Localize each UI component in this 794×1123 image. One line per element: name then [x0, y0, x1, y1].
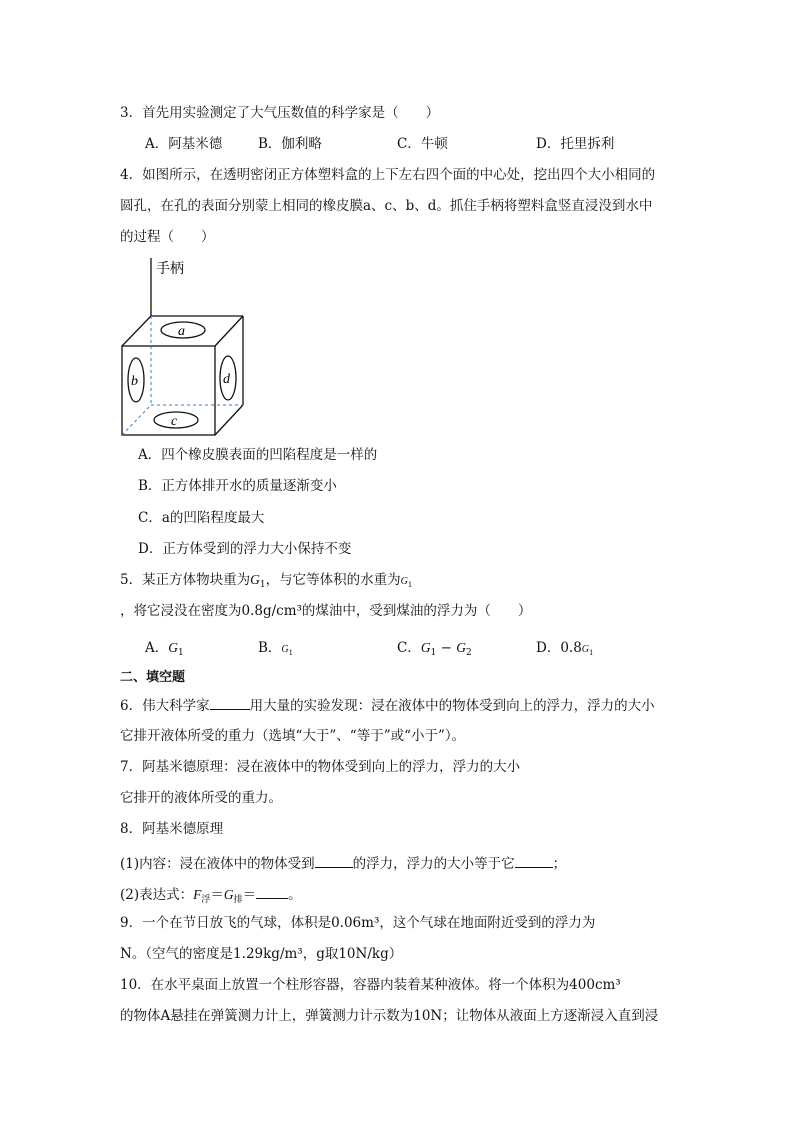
- q5-option-a: [145, 638, 184, 663]
- q8-f-sub: 浮: [201, 895, 211, 905]
- q5-option-d-sub: 1: [589, 649, 594, 657]
- q4-option-a: A．四个橡皮膜表面的凹陷程度是一样的: [138, 447, 378, 463]
- q9-line2: N。（空气的密度是1.29kg/m³，g取10N/kg）: [120, 946, 403, 962]
- membrane-a-label: a: [178, 324, 185, 339]
- q8-g-sub: 排: [233, 895, 243, 905]
- q6-line1-a: 6．伟大科学家: [120, 698, 210, 714]
- membrane-d-label: d: [223, 372, 230, 387]
- q5-stem-line1: [120, 570, 412, 595]
- q4-option-d: D．正方体受到的浮力大小保持不变: [138, 541, 352, 557]
- q5-option-c-g2: G: [456, 640, 466, 655]
- handle-label: 手柄: [156, 262, 184, 277]
- q5-option-c: [397, 638, 472, 663]
- q8-title: 8．阿基米德原理: [120, 821, 224, 837]
- q8-eq1: ＝: [210, 887, 224, 903]
- membrane-b-label: b: [131, 374, 138, 389]
- q8-line1-b: 的浮力，浮力的大小等于它: [352, 856, 515, 872]
- q4-stem-line3: 的过程（ ）: [120, 229, 215, 245]
- q5-option-b: [258, 638, 293, 663]
- q4-stem-line2: 圆孔，在孔的表面分别蒙上相同的橡皮膜a、c、b、d。抓住手柄将塑料盒竖直浸没到水中: [120, 198, 653, 214]
- q5-option-b-letter: B．: [258, 640, 282, 656]
- q5-option-a-sub: 1: [178, 648, 184, 658]
- q5-option-d-g: G: [581, 644, 590, 655]
- q5-option-d: [536, 638, 594, 663]
- q5-g1-small-sub: 1: [407, 581, 413, 589]
- q4-option-c: C．a的凹陷程度最大: [138, 510, 265, 526]
- q5-option-b-g: G: [281, 644, 289, 655]
- q5-option-a-g: G: [168, 640, 178, 655]
- q5-option-c-letter: C．: [397, 640, 421, 656]
- q4-stem-line1: 4．如图所示，在透明密闭正方体塑料盒的上下左右四个面的中心处，挖出四个大小相同的: [120, 167, 656, 183]
- q3-option-a: A．阿基米德: [145, 136, 223, 152]
- q5-option-c-g1-sub: 1: [430, 648, 437, 658]
- q3-stem: 3．首先用实验测定了大气压数值的科学家是（ ）: [120, 105, 440, 121]
- q10-line2: 的物体A悬挂在弹簧测力计上，弹簧测力计示数为10N；让物体从液面上方逐渐浸入直到浸: [120, 1008, 659, 1024]
- q8-end: 。: [288, 887, 302, 903]
- q7-line1: 7．阿基米德原理：浸在液体中的物体受到向上的浮力，浮力的大小: [120, 759, 521, 775]
- q8-blank-2[interactable]: [515, 853, 553, 868]
- q5-stem-b: ，与它等体积的水重为: [265, 572, 401, 588]
- q8-line1: [120, 853, 566, 874]
- q9-line1: 9．一个在节日放飞的气球，体积是0.06m³，这个气球在地面附近受到的浮力为: [120, 915, 596, 931]
- q8-line2: [120, 884, 302, 910]
- cube-edge: [215, 405, 243, 435]
- q5-option-b-sub: 1: [288, 649, 294, 657]
- q3-option-c: C．牛顿: [397, 136, 448, 152]
- q5-option-d-letter: D．0.8: [536, 640, 582, 656]
- membrane-c-label: c: [171, 414, 178, 429]
- q5-option-a-letter: A．: [145, 640, 169, 656]
- q4-option-b: B．正方体排开水的质量逐渐变小: [138, 478, 337, 494]
- q6-line1-b: 用大量的实验发现：浸在液体中的物体受到向上的浮力，浮力的大小: [249, 698, 655, 714]
- q8-g: G: [223, 887, 234, 902]
- section-title-fill-blank: 二、填空题: [120, 670, 186, 685]
- cube-figure: [110, 252, 260, 442]
- cube-front-face: [122, 346, 215, 435]
- q5-option-c-g1: G: [420, 640, 431, 655]
- q8-line1-a: (1)内容：浸在液体中的物体受到: [120, 856, 315, 872]
- q5-g1-sub: 1: [259, 580, 266, 590]
- q6-line1: [120, 695, 655, 716]
- q8-blank-1[interactable]: [315, 853, 353, 868]
- q7-line2: 它排开的液体所受的重力。: [120, 790, 282, 806]
- q8-line2-a: (2)表达式：: [120, 887, 194, 903]
- cube-hidden-edge: [122, 405, 151, 435]
- q3-option-d: D．托里拆利: [536, 136, 615, 152]
- q5-g1-small: G: [400, 576, 408, 587]
- q5-stem-a: 5．某正方体物块重为: [120, 572, 251, 588]
- q5-stem-line2: ，将它浸没在密度为0.8g/cm³的煤油中，受到煤油的浮力为（ ）: [120, 603, 532, 619]
- cube-edge: [215, 316, 243, 346]
- q10-line1: 10．在水平桌面上放置一个柱形容器，容器内装着某种液体。将一个体积为400cm³: [120, 977, 621, 993]
- q6-blank-1[interactable]: [210, 695, 250, 710]
- q8-blank-3[interactable]: [256, 884, 288, 899]
- q6-line2: 它排开液体所受的重力（选填“大于”、“等于”或“小于”）。: [120, 728, 466, 744]
- cube-edge: [122, 316, 151, 346]
- q8-f: F: [193, 887, 202, 902]
- q8-eq2: ＝: [242, 887, 257, 903]
- q8-line1-c: ；: [552, 856, 567, 872]
- q5-g1: G: [250, 572, 260, 587]
- q3-option-b: B．伽利略: [258, 136, 322, 152]
- q5-option-c-g2-sub: 2: [465, 648, 472, 658]
- q5-option-c-minus: −: [436, 640, 457, 656]
